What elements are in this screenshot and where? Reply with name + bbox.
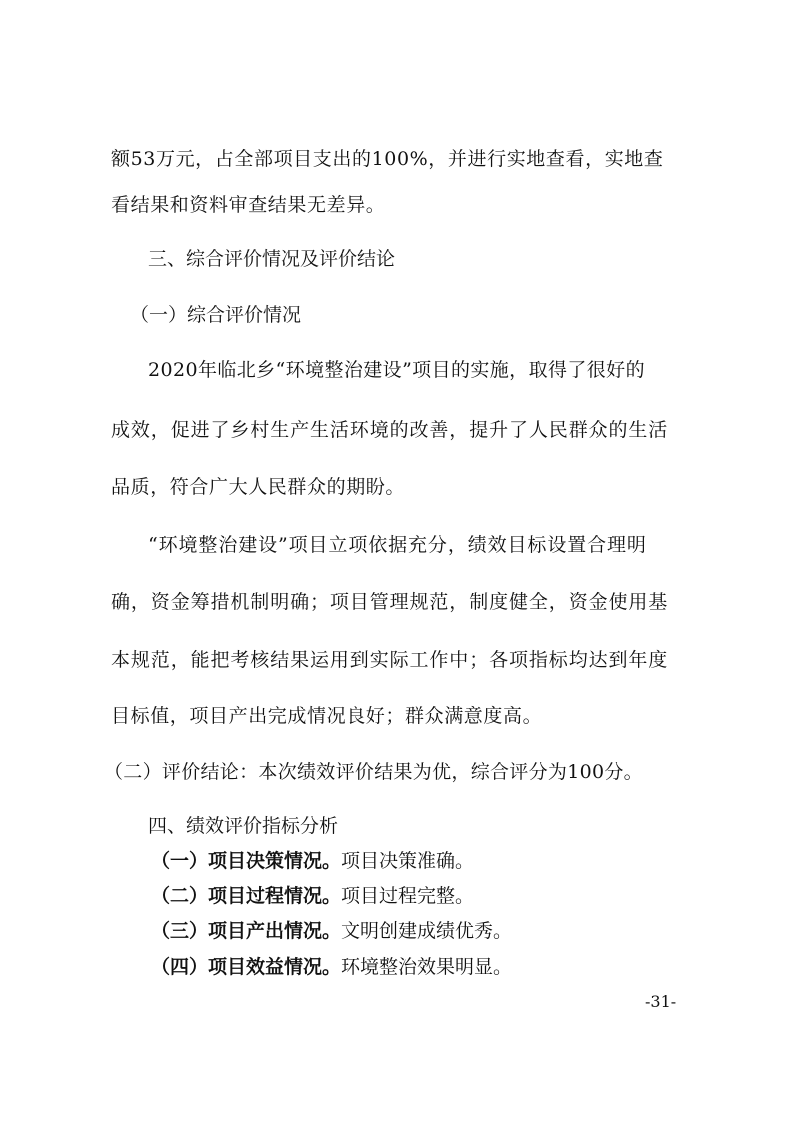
indicator-text: 项目决策准确。 (341, 850, 475, 872)
para-2-line-2: 成效，促进了乡村生产生活环境的改善，提升了人民群众的生活 (111, 419, 669, 441)
indicator-text: 文明创建成绩优秀。 (341, 920, 513, 942)
indicator-label: （三）项目产出情况。 (151, 920, 342, 942)
indicator-label: （四）项目效益情况。 (151, 956, 342, 978)
indicator-text: 环境整治效果明显。 (341, 956, 513, 978)
indicator-item (151, 918, 512, 944)
section-3-heading: 三、综合评价情况及评价结论 (148, 248, 396, 270)
para-3-line-2: 确，资金筹措机制明确；项目管理规范，制度健全，资金使用基 (111, 591, 669, 613)
indicator-label: （二）项目过程情况。 (151, 885, 342, 907)
indicator-item (151, 883, 474, 909)
indicator-item (151, 954, 512, 980)
indicator-text: 项目过程完整。 (341, 885, 475, 907)
para-3-line-1: “环境整治建设”项目立项依据充分，绩效目标设置合理明 (148, 534, 647, 556)
page-number: -31- (645, 992, 677, 1011)
evaluation-conclusion: （二）评价结论：本次绩效评价结果为优，综合评分为100分。 (104, 761, 643, 783)
subsection-3-1-heading: （一）综合评价情况 (130, 304, 302, 326)
para-2-line-3: 品质，符合广大人民群众的期盼。 (111, 476, 406, 498)
para-3-line-3: 本规范，能把考核结果运用到实际工作中；各项指标均达到年度 (111, 649, 669, 671)
indicator-label: （一）项目决策情况。 (151, 850, 342, 872)
para-1-line-1: 额53万元，占全部项目支出的100%，并进行实地查看，实地查 (111, 148, 664, 170)
para-3-line-4: 目标值，项目产出完成情况良好；群众满意度高。 (111, 705, 543, 727)
para-2-line-1: 2020年临北乡“环境整治建设”项目的实施，取得了很好的 (148, 359, 645, 381)
section-4-heading: 四、绩效评价指标分析 (148, 815, 339, 837)
para-1-line-2: 看结果和资料审查结果无差异。 (111, 194, 386, 216)
indicator-item (151, 848, 474, 874)
